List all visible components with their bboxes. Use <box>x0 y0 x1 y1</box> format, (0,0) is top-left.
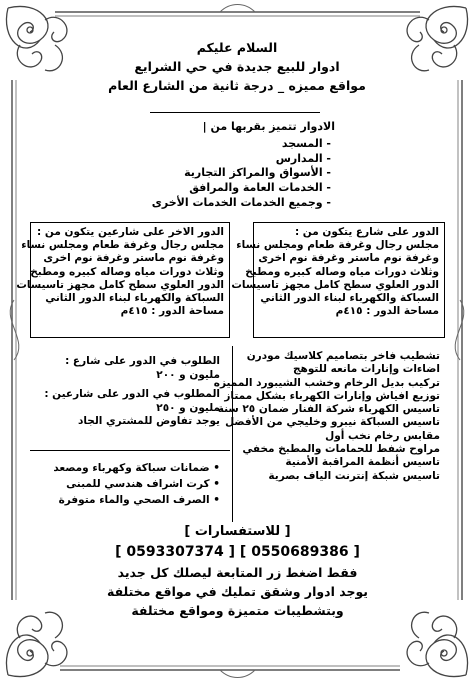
box-line: الدور على شارع يتكون من : <box>294 226 439 238</box>
spec-line: تركيب بديل الرخام وخشب الشيبورد المميزه <box>213 376 440 389</box>
spec-line: مقابس رخام نخب أول <box>325 429 440 442</box>
box-line: السباكة والكهرباء لبناء الدور الثاني <box>260 292 439 305</box>
price-value-street: مليون و ٢٠٠ <box>156 368 220 381</box>
inquiries-label: [ للاستفسارات ] <box>184 524 291 539</box>
finishing-specs <box>213 350 440 483</box>
box-line: وثلاث دورات مياه وصاله كبيره ومطبخ <box>245 265 439 278</box>
box-line: الدور العلوي سطح كامل مجهز تاسيسات <box>231 278 439 291</box>
box-line: وغرفة نوم ماستر وغرفة نوم اخرى <box>258 252 439 265</box>
negotiation-note: يوجد تفاوض للمشتري الجاد <box>77 415 220 428</box>
phone-numbers[interactable]: [ 0593307374 ] [ 0550689386 ] <box>115 544 360 560</box>
more-units-note: يوجد ادوار وشقق تمليك في مواقع مختلفة <box>106 584 368 599</box>
box-line: وثلاث دورات مياه وصاله كبيره ومطبخ <box>30 265 224 278</box>
floor-two-streets-box <box>16 222 230 338</box>
box-line: مجلس رجال وغرفة طعام ومجلس نساء <box>21 239 224 252</box>
corner-ornament-bottom-right <box>407 612 467 676</box>
corner-ornament-bottom-left <box>6 612 66 676</box>
spec-line: تاسيس شبكة إنترنت الياف بصرية <box>268 469 440 482</box>
guarantee-item: • كرت اشراف هندسي للمبنى <box>66 478 220 490</box>
box-line: السباكة والكهرباء لبناء الدور الثاني <box>45 292 224 305</box>
feature-item: - المدارس <box>275 151 331 165</box>
finishing-note: وبتشطيبات متميزة ومواقع مختلفة <box>131 603 344 618</box>
spec-line: اضاءات وإنارات مانعه للتوهج <box>292 363 440 376</box>
box-line: مجلس رجال وغرفة طعام ومجلس نساء <box>236 239 439 252</box>
feature-item: - الأسواق والمراكز التجارية <box>184 166 331 180</box>
spec-line: تاسيس السباكة نيبرو وخليجي من الأفضل <box>225 416 440 429</box>
spec-line: توزيع افياش وإنارات الكهرباء بشكل ممتاز <box>224 389 440 402</box>
price-label-two-streets: المطلوب في الدور على شارعين : <box>44 388 220 401</box>
spec-line: تاسيس الكهرباء شركة الفنار ضمان ٢٥ سنة <box>217 403 440 416</box>
box-line: مساحة الدور : ٤١٥م <box>335 305 439 318</box>
guarantee-item: • الصرف الصحي والماء متوفرة <box>58 494 220 506</box>
guarantees-list <box>50 460 220 508</box>
price-value-two-streets: مليون و ٢٥٠ <box>156 401 220 414</box>
column-divider <box>232 346 233 522</box>
spec-line: تاسيس أنظمة المراقبة الأمنية <box>285 456 440 469</box>
features-list <box>130 120 335 211</box>
title-line: ادوار للبيع جديدة في حي الشرايع <box>134 59 340 74</box>
feature-item: - المسجد <box>281 136 331 150</box>
spec-line: مراوح شفط للحمامات والمطبخ مخفي <box>242 443 440 456</box>
greeting: السلام عليكم <box>196 40 278 55</box>
divider <box>150 112 320 113</box>
spec-line: تشطيب فاخر بتصاميم كلاسيك مودرن <box>246 350 440 362</box>
subtitle-line: مواقع مميزه _ درجة ثانية من الشارع العام <box>108 78 366 93</box>
price-section <box>40 355 220 429</box>
price-label-street: الطلوب في الدور على شارع : <box>65 355 220 367</box>
contact-footer <box>55 522 420 620</box>
floor-one-street-box <box>231 222 445 338</box>
section-divider <box>30 450 230 451</box>
feature-item: - وجميع الخدمات الخدمات الأخرى <box>151 195 331 209</box>
header <box>60 38 414 95</box>
guarantee-item: • ضمانات سباكة وكهرباء ومصعد <box>53 462 220 474</box>
feature-item: - الخدمات العامة والمرافق <box>189 181 331 195</box>
box-line: الدور الاخر على شارعين يتكون من : <box>37 226 224 238</box>
box-line: مساحة الدور : ٤١٥م <box>120 305 224 318</box>
box-line: وغرفة نوم ماستر وغرفة نوم اخرى <box>43 252 224 265</box>
follow-note: فقط اضغط زر المتابعة ليصلك كل جديد <box>117 565 358 580</box>
features-title: الادوار تتميز بقربها من | <box>202 120 335 133</box>
box-line: الدور العلوي سطح كامل مجهز تاسيسات <box>16 278 224 291</box>
